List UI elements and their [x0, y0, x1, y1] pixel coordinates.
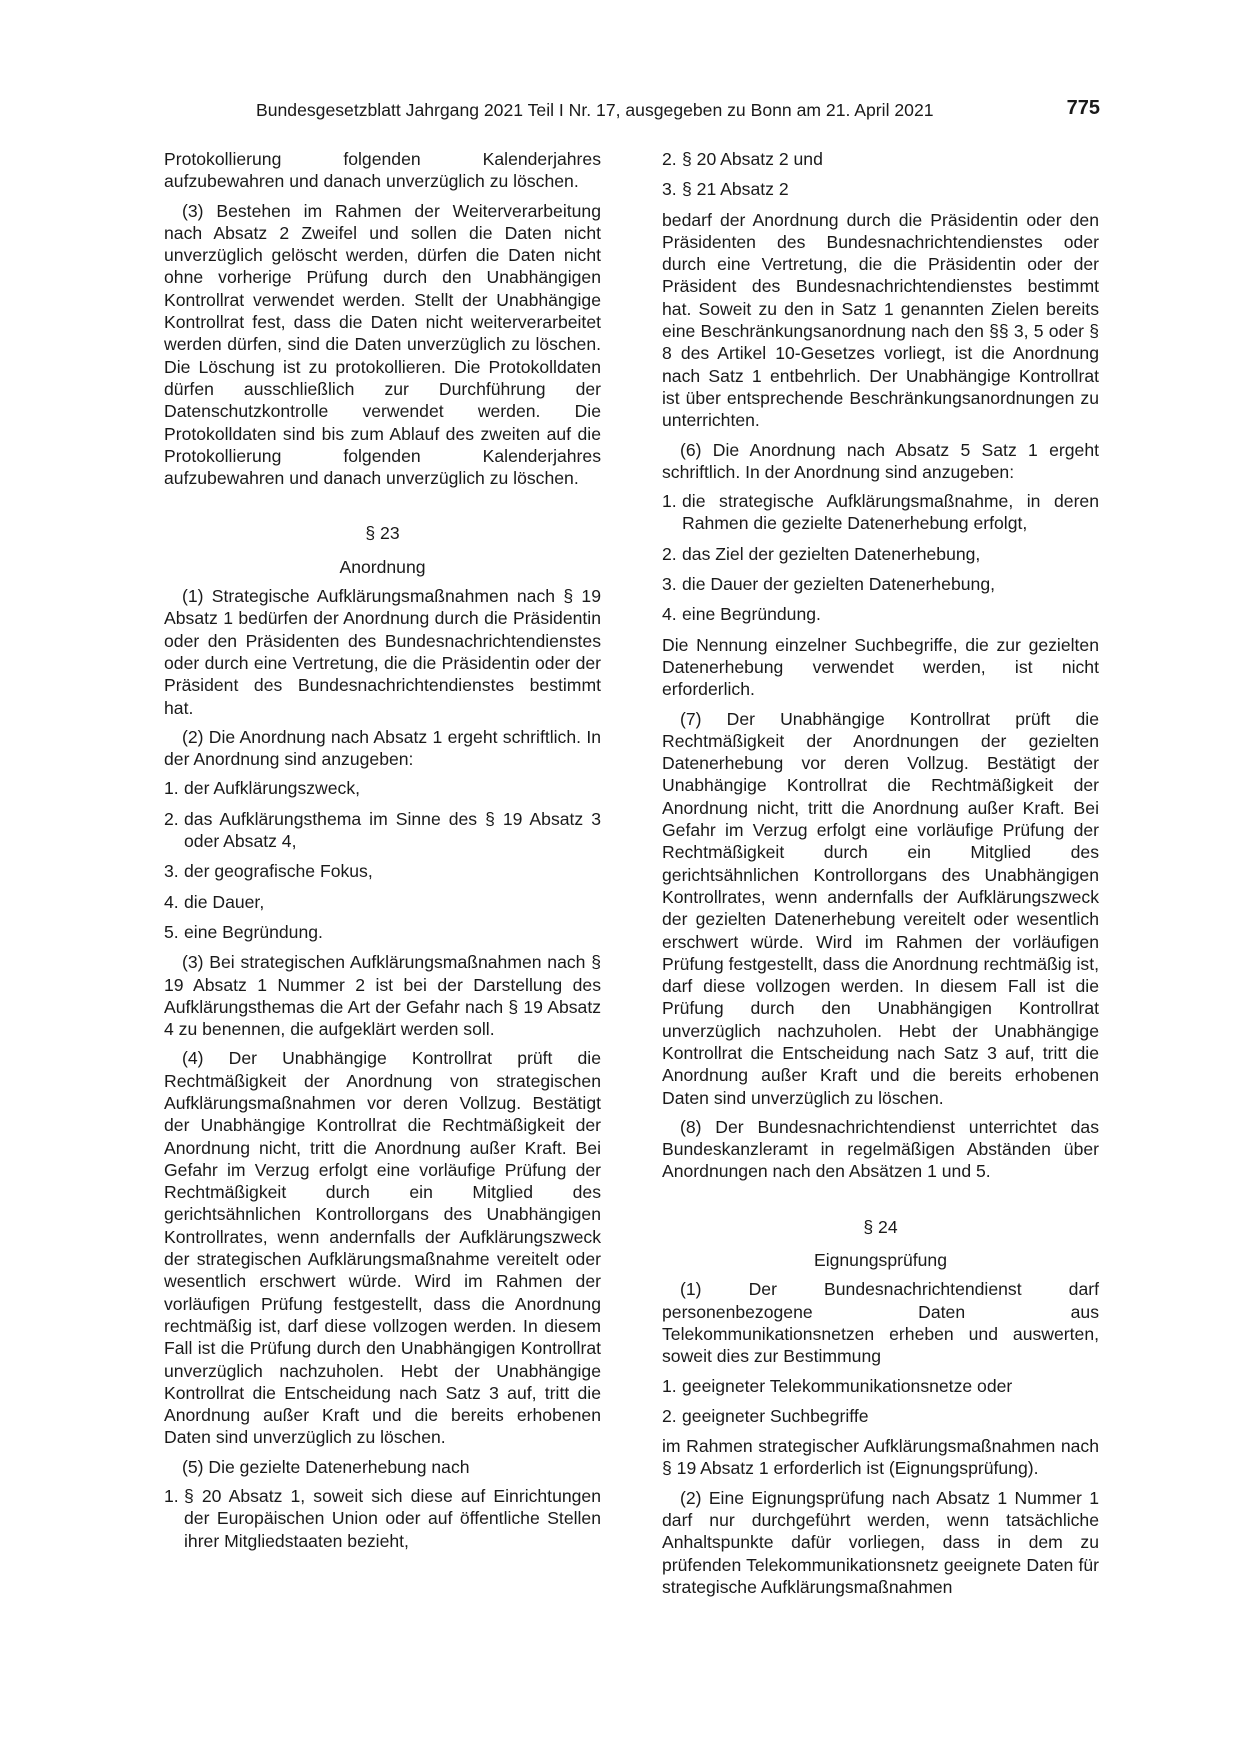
list-item [164, 891, 601, 913]
list-number: 4. [164, 891, 179, 912]
paragraph: (3) Bei strategischen Aufklärungsmaßnahmen nach § 19 Absatz 1 Nummer 2 ist bei der Darstellung des Aufklärungsthemas die Art der Gefahr nach § 19 Absatz 4 zu benennen, die aufgeklärt werden soll. [164, 952, 601, 1040]
header-title: Bundesgesetzblatt Jahrgang 2021 Teil I Nr. 17, ausgegeben zu Bonn am 21. April 2021 [256, 100, 934, 120]
list-item [662, 543, 1099, 565]
section-number: § 24 [863, 1216, 898, 1237]
list-number: 2. [164, 808, 179, 829]
paragraph: (4) Der Unabhängige Kontrollrat prüft die Rechtmäßigkeit der Anordnung von strategischen Aufklärungsmaßnahmen vor deren Vollzug. Bestätigt der Unabhängige Kontrollrat die Rechtmäßigkeit der Anordnung nicht, tritt die Anordnung außer Kraft. Bei Gefahr im Verzug erfolgt eine vorläufige Prüfung der Rechtmäßigkeit durch ein Mitglied des gerichtsähnlichen Kontrollorgans des Unabhängigen Kontrollrates, wenn andernfalls der Aufklärungszweck der strategischen Aufklärungsmaßnahme vereitelt oder wesentlich erschwert würde. Wird im Rahmen der vorläufigen Prüfung festgestellt, dass die Anordnung rechtmäßig ist, darf diese vollzogen werden. In diesem Fall ist die Prüfung durch den Unabhängigen Kontrollrat unverzüglich nachzuholen. Hebt der Unabhängige Kontrollrat die Entscheidung nach Satz 3 auf, tritt die Anordnung außer Kraft und die bereits erhobenen Daten sind unverzüglich zu löschen. [164, 1048, 601, 1448]
list-text: das Ziel der gezielten Datenerhebung, [682, 543, 981, 564]
list-number: 4. [662, 604, 677, 625]
paragraph: (2) Die Anordnung nach Absatz 1 ergeht schriftlich. In der Anordnung sind anzugeben: [164, 726, 601, 770]
list-number: 1. [164, 778, 179, 799]
list-text: § 20 Absatz 1, soweit sich diese auf Einrichtungen der Europäischen Union oder auf öffentliche Stellen ihrer Mitgliedstaaten bezieht, [184, 1486, 601, 1551]
list-item [662, 148, 1099, 170]
list-item [662, 1375, 1099, 1397]
list-text: das Aufklärungsthema im Sinne des § 19 Absatz 3 oder Absatz 4, [184, 808, 601, 852]
list-item [164, 777, 601, 799]
paragraph: (7) Der Unabhängige Kontrollrat prüft die Rechtmäßigkeit der Anordnungen der gezielten Datenerhebung vor deren Vollzug. Bestätigt der Unabhängige Kontrollrat die Rechtmäßigkeit der Anordnung nicht, tritt die Anordnung außer Kraft. Bei Gefahr im Verzug erfolgt eine vorläufige Prüfung der Rechtmäßigkeit durch ein Mitglied des gerichtsähnlichen Kontrollorgans des Unabhängigen Kontrollrates, wenn andernfalls der Aufklärungszweck der gezielten Datenerhebung vereitelt oder wesentlich erschwert würde. Wird im Rahmen der vorläufigen Prüfung festgestellt, dass die Anordnung rechtmäßig ist, darf diese vollzogen werden. In diesem Fall ist die Prüfung durch den Unabhängigen Kontrollrat unverzüglich nachzuholen. Hebt der Unabhängige Kontrollrat die Entscheidung nach Satz 3 auf, tritt die Anordnung außer Kraft und die bereits erhobenen Daten sind unverzüglich zu löschen. [662, 708, 1099, 1108]
list-text: eine Begründung. [184, 921, 323, 942]
paragraph: (5) Die gezielte Datenerhebung nach [182, 1456, 470, 1477]
enumeration-list [662, 148, 1099, 201]
list-text: der Aufklärungszweck, [184, 778, 361, 799]
list-number: 1. [662, 491, 677, 512]
paragraph: (8) Der Bundesnachrichtendienst unterrichtet das Bundeskanzleramt in regelmäßigen Abständen über Anordnungen nach den Absätzen 1 und 5. [662, 1116, 1099, 1182]
enumeration-list [662, 1375, 1099, 1428]
list-number: 2. [662, 543, 677, 564]
enumeration-list [164, 777, 601, 943]
list-number: 3. [662, 574, 677, 595]
list-number: 5. [164, 921, 179, 942]
list-item [662, 573, 1099, 595]
list-item [164, 921, 601, 943]
paragraph: bedarf der Anordnung durch die Präsidentin oder den Präsidenten des Bundesnachrichtendienstes oder durch eine Vertretung, die die Präsidentin oder der Präsident des Bundesnachrichtendienstes bestimmt hat. Soweit zu den in Satz 1 genannten Zielen bereits eine Beschränkungsanordnung nach den §§ 3, 5 oder § 8 des Artikel 10-Gesetzes vorliegt, ist die Anordnung nach Satz 1 entbehrlich. Der Unabhängige Kontrollrat ist über entsprechende Beschränkungsanordnungen zu unterrichten. [662, 209, 1099, 431]
list-item [164, 1485, 601, 1552]
list-number: 1. [662, 1375, 677, 1396]
list-item [164, 860, 601, 882]
list-item [164, 808, 601, 853]
page-header [163, 97, 1100, 124]
list-item [662, 178, 1099, 200]
list-number: 2. [662, 149, 677, 169]
list-number: 3. [164, 861, 179, 882]
list-text: die Dauer der gezielten Datenerhebung, [682, 574, 995, 595]
paragraph: Die Nennung einzelner Suchbegriffe, die zur gezielten Datenerhebung verwendet werden, ist nicht erforderlich. [662, 634, 1099, 700]
list-text: die Dauer, [184, 891, 265, 912]
list-number: 3. [662, 179, 677, 200]
enumeration-list [662, 490, 1099, 625]
paragraph: (1) Strategische Aufklärungsmaßnahmen nach § 19 Absatz 1 bedürfen der Anordnung durch die Präsidentin oder den Präsidenten des Bundesnachrichtendienstes oder durch eine Vertretung, die die Präsidentin oder der Präsident des Bundesnachrichtendienstes bestimmt hat. [164, 586, 601, 718]
list-item [662, 490, 1099, 535]
list-number: 2. [662, 1405, 677, 1426]
paragraph: (2) Eine Eignungsprüfung nach Absatz 1 Nummer 1 darf nur durchgeführt werden, wenn tatsächliche Anhaltspunkte dafür vorliegen, dass in dem zu prüfenden Telekommunikationsnetz geeignete Daten für strategische Aufklärungsmaßnahmen [662, 1487, 1099, 1597]
section-title: Anordnung [339, 556, 426, 577]
paragraph: (1) Der Bundesnachrichtendienst darf personenbezogene Daten aus Telekommunikationsnetzen erheben und auswerten, soweit dies zur Bestimmung [662, 1279, 1099, 1367]
list-text: der geografische Fokus, [184, 861, 373, 882]
list-text: § 20 Absatz 2 und [682, 149, 823, 169]
list-text: eine Begründung. [682, 604, 821, 625]
list-text: geeigneter Telekommunikationsnetze oder [682, 1375, 1013, 1396]
list-text: die strategische Aufklärungsmaßnahme, in deren Rahmen die gezielte Datenerhebung erfolgt, [682, 491, 1099, 534]
enumeration-list [164, 1485, 601, 1552]
list-item [662, 603, 1099, 625]
paragraph: (3) Bestehen im Rahmen der Weiterverarbeitung nach Absatz 2 Zweifel und sollen die Daten nicht unverzüglich gelöscht werden, dürfen die Daten nicht ohne vorherige Prüfung durch den Unabhängigen Kontrollrat verwendet werden. Stellt der Unabhängige Kontrollrat fest, dass die Daten nicht weiterverarbeitet werden dürfen, sind die Daten unverzüglich zu löschen. Die Löschung ist zu protokollieren. Die Protokolldaten dürfen ausschließlich zur Durchführung der Datenschutzkontrolle verwendet werden. Die Protokolldaten sind bis zum Ablauf des zweiten auf die Protokollierung folgenden Kalenderjahres aufzubewahren und danach unverzüglich zu löschen. [164, 200, 601, 489]
right-column [662, 148, 1099, 1605]
section-title: Eignungsprüfung [813, 1250, 948, 1271]
section-number: § 23 [365, 523, 400, 544]
left-column [164, 148, 601, 1560]
list-text: § 21 Absatz 2 [682, 179, 789, 200]
list-text: geeigneter Suchbegriffe [682, 1405, 869, 1426]
list-item [662, 1405, 1099, 1427]
page-number: 775 [1066, 97, 1100, 119]
list-number: 1. [164, 1486, 179, 1507]
paragraph: im Rahmen strategischer Aufklärungsmaßnahmen nach § 19 Absatz 1 erforderlich ist (Eignungsprüfung). [662, 1436, 1099, 1479]
paragraph: (6) Die Anordnung nach Absatz 5 Satz 1 ergeht schriftlich. In der Anordnung sind anzugeben: [662, 439, 1099, 482]
paragraph: Protokollierung folgenden Kalenderjahres aufzubewahren und danach unverzüglich zu löschen. [164, 149, 601, 192]
